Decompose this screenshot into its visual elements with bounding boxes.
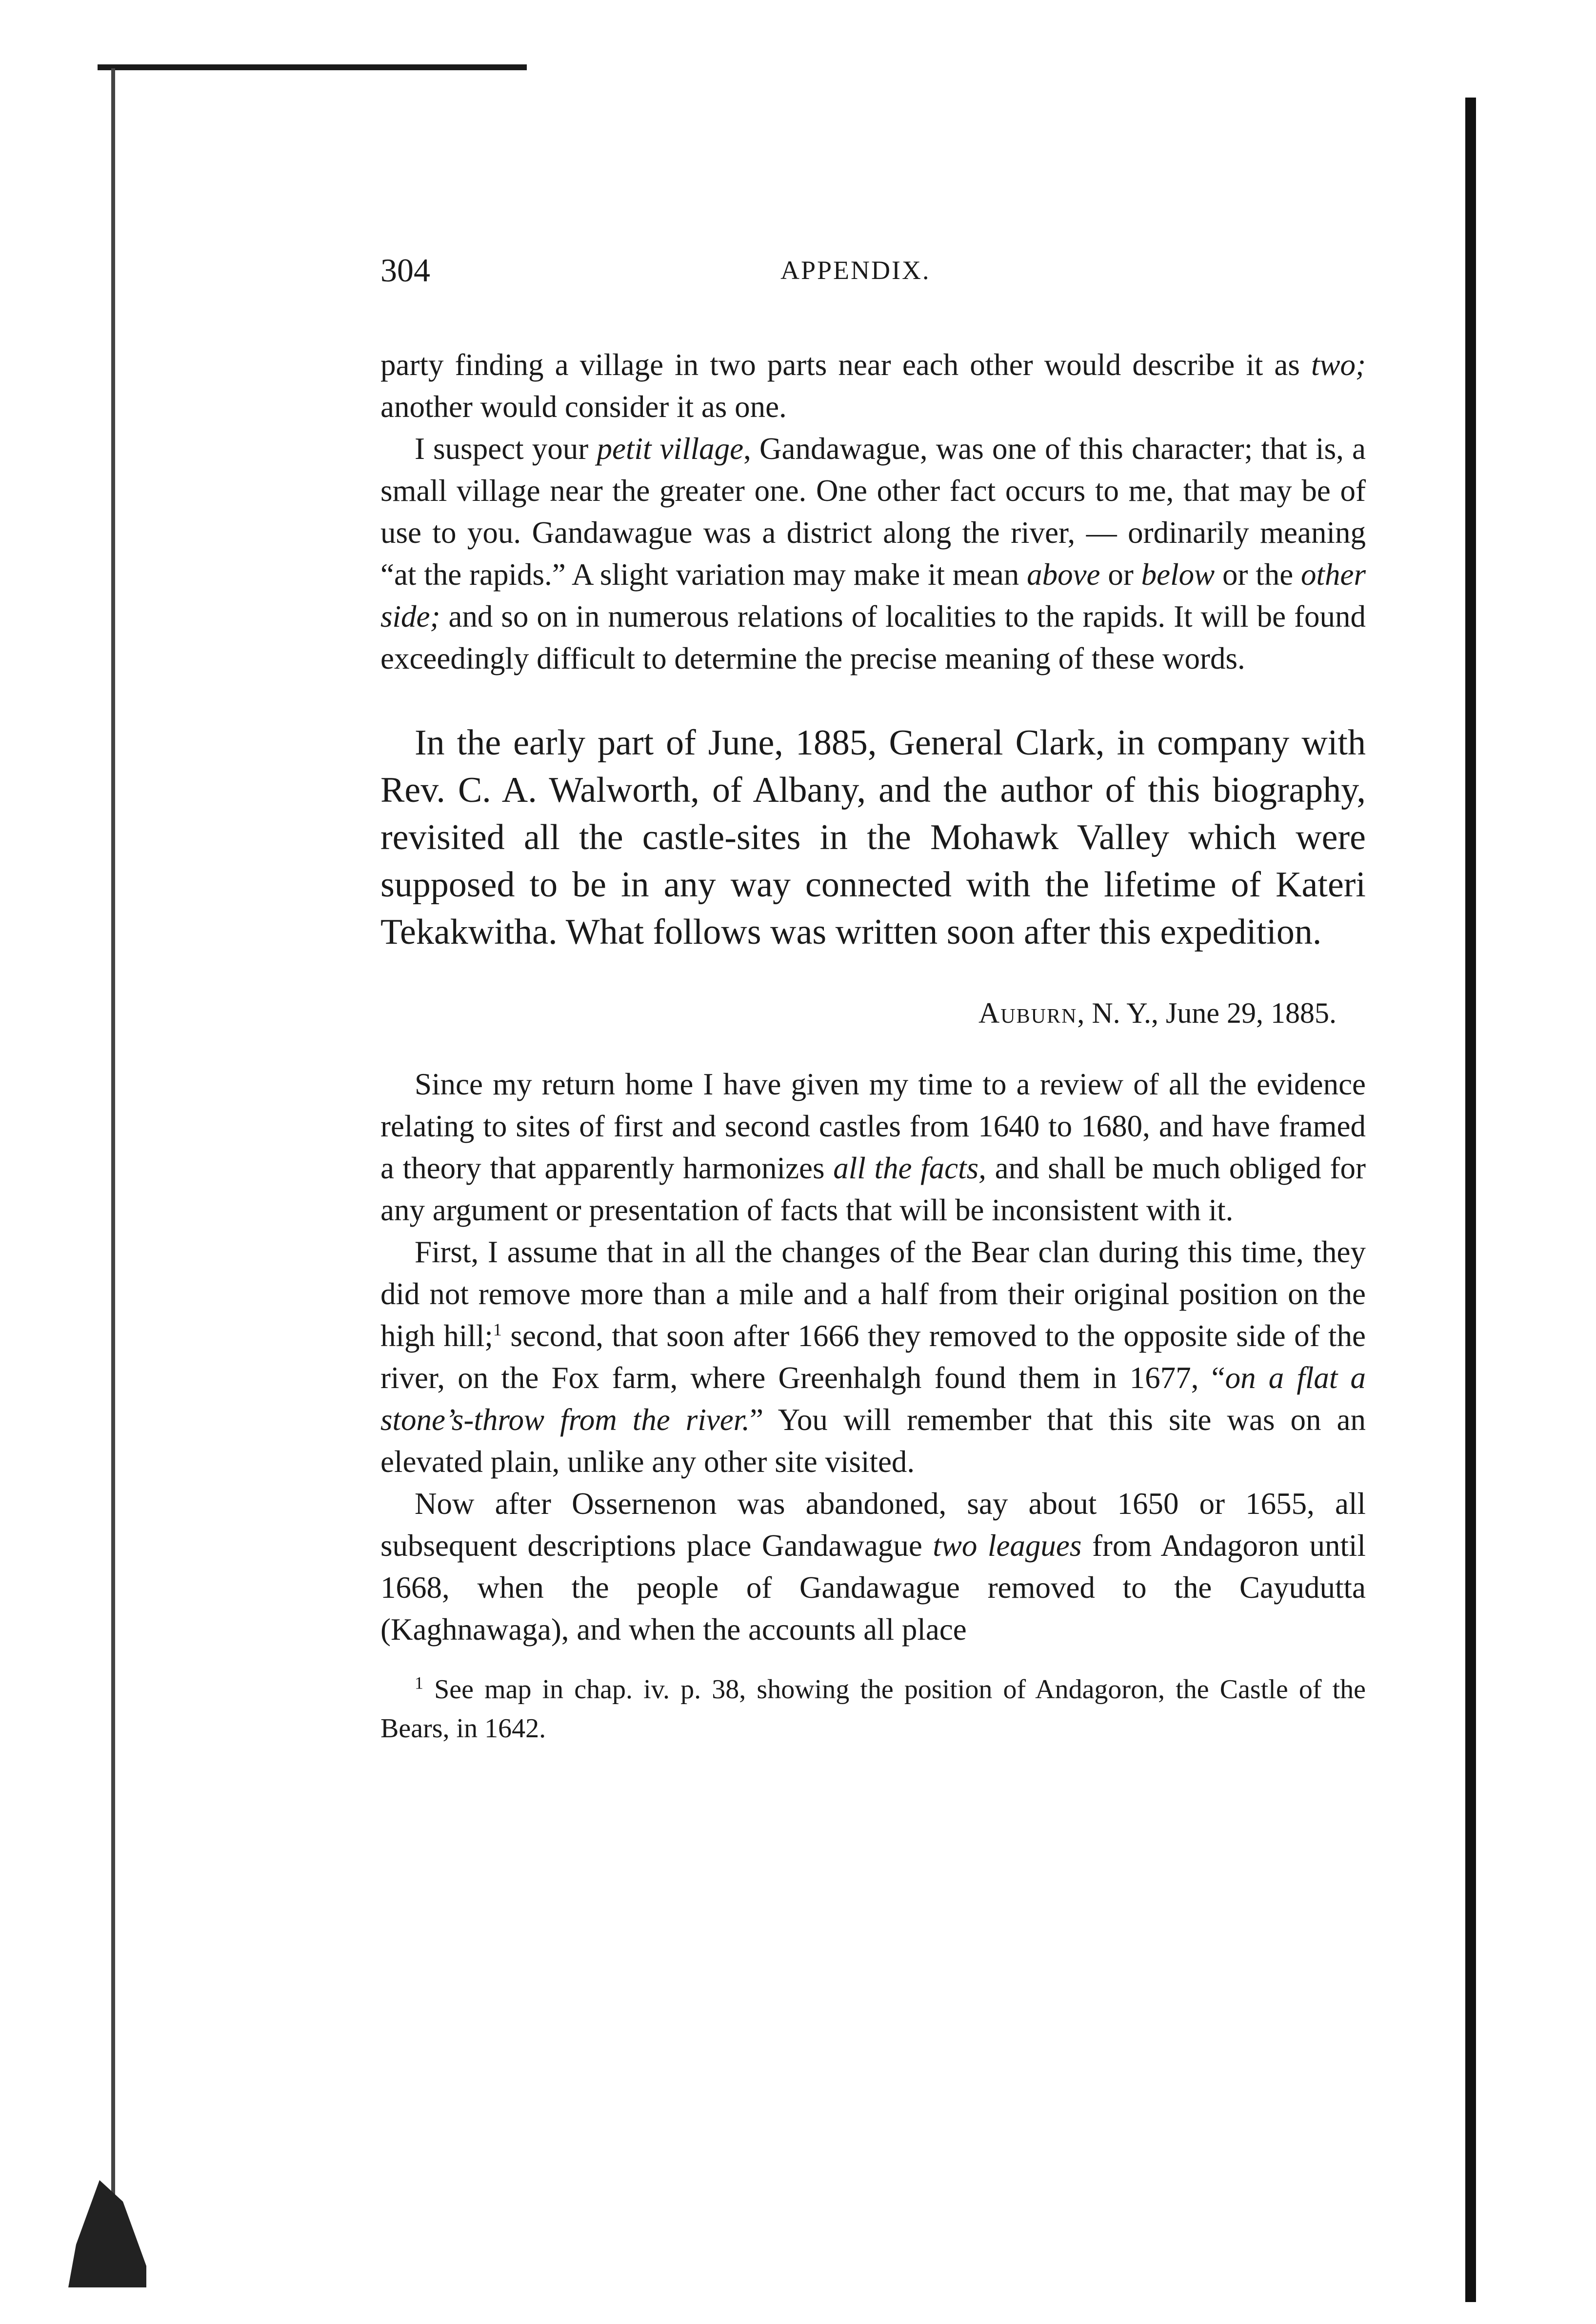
text-run: another would consider it as one. <box>380 390 787 424</box>
paragraph-letter-1 <box>380 1063 1366 1231</box>
text-run: , Gandawague, was one of this character; that is, a small village near the greater one. One other fact occurs to me, that may be of use to you. Gandawague was a district along the river, — ordinarily meaning “at the rapids.” A slight variation may make it mean <box>380 432 1366 592</box>
text-run: or <box>1100 557 1141 592</box>
editorial-intro: In the early part of June, 1885, General Clark, in company with Rev. C. A. Walworth, of Albany, and the author of this biography, revisited all the castle-sites in the Mohawk Valley which were supposed to be in any way connected with the lifetime of Kateri Tekakwitha. What follows was written soon after this expedition. <box>380 723 1366 952</box>
italic-run: on a flat a stone’s-throw from the river. <box>380 1361 1366 1437</box>
paragraph-letter-3 <box>380 1483 1366 1650</box>
paragraph-petit-village <box>380 428 1366 679</box>
book-page <box>380 251 1366 1775</box>
scan-corner-mark <box>68 2180 146 2287</box>
dateline-rest: , N. Y., June 29, 1885. <box>1077 997 1337 1029</box>
text-run: Since my return home I have given my time to a review of all the evidence relating to sites of first and second castles from 1640 to 1680, and have framed a theory that apparently harmonizes <box>380 1067 1366 1185</box>
dateline <box>380 992 1366 1034</box>
italic-run: two leagues <box>933 1529 1082 1563</box>
text-run: First, I assume that in all the changes of the Bear clan during this time, they did not remove more than a mile and a half from their original position on the high hill; <box>380 1235 1366 1353</box>
italic-run: below <box>1141 557 1215 592</box>
running-title: APPENDIX. <box>780 256 931 285</box>
footnote-marker: 1 <box>415 1673 423 1693</box>
text-run: party finding a village in two parts near each other would describe it as <box>380 348 1311 382</box>
text-run: and shall be much obliged for any argument or presentation of facts that will be inconsistent with it. <box>380 1151 1366 1227</box>
footnote-ref: 1 <box>493 1320 502 1339</box>
text-run: second, that soon after 1666 they removed to the opposite side of the river, on the Fox farm, where Greenhalgh found them in 1677, “ <box>380 1319 1366 1395</box>
page-number: 304 <box>380 252 430 289</box>
paragraph-continued <box>380 344 1366 428</box>
scan-border-left <box>111 68 115 2224</box>
italic-run: all the facts, <box>833 1151 986 1185</box>
italic-run: above <box>1027 557 1100 592</box>
footnote-text: See map in chap. iv. p. 38, showing the position of Andagoron, the Castle of the Bears, in 1642. <box>380 1674 1366 1744</box>
scan-border-right <box>1465 98 1476 2302</box>
dateline-place: Auburn <box>978 997 1077 1029</box>
text-run: and so on in numerous relations of localities to the rapids. It will be found exceedingly difficult to determine the precise meaning of these words. <box>380 599 1366 675</box>
text-run: from Andagoron until 1668, when the people of Gandawague removed to the Cayudutta (Kaghnawaga), and when the accounts all place <box>380 1529 1366 1647</box>
italic-run: other side; <box>380 557 1366 634</box>
running-head <box>380 251 1366 300</box>
italic-run: petit village <box>597 432 744 466</box>
text-run: Now after Ossernenon was abandoned, say about 1650 or 1655, all subsequent descriptions place Gandawague <box>380 1487 1366 1563</box>
paragraph-letter-2 <box>380 1231 1366 1483</box>
footnote <box>380 1670 1366 1748</box>
text-run: or the <box>1215 557 1301 592</box>
text-run: I suspect your <box>415 432 597 466</box>
scan-border-top <box>98 64 527 70</box>
italic-run: two; <box>1311 348 1366 382</box>
text-run: ” You will remember that this site was on an elevated plain, unlike any other site visited. <box>380 1403 1366 1479</box>
